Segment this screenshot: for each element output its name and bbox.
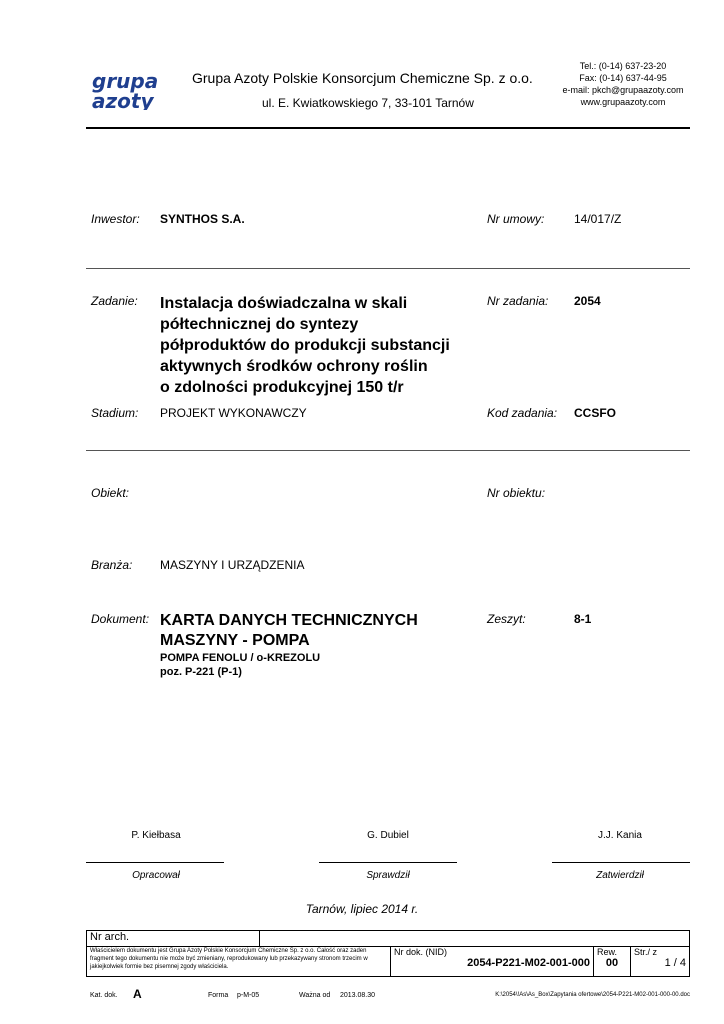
signature-line [319,862,457,863]
kat-value: A [133,987,142,1001]
task-no-value: 2054 [574,294,601,308]
task-line: o zdolności produkcyjnej 150 t/r [160,379,404,396]
object-label: Obiekt: [91,486,130,500]
branch-label: Branża: [91,558,133,572]
document-subtitle-line: POMPA FENOLU / o-KREZOLU [160,652,321,664]
document-subtitle [160,651,320,679]
company-address: ul. E. Kwiatkowskiego 7, 33-101 Tarnów [262,96,474,110]
fax: Fax: (0-14) 637-44-95 [579,73,667,83]
document-title [160,611,418,651]
stage-label: Stadium: [91,406,139,420]
task-no-label: Nr zadania: [487,294,549,308]
page-label: Str./ z [634,947,658,957]
contract-value: 14/017/Z [574,212,622,226]
stage-value: PROJEKT WYKONAWCZY [160,406,307,420]
investor-label: Inwestor: [91,212,140,226]
archive-value [260,931,690,947]
website: www.grupaazoty.com [580,97,666,107]
doc-no-label: Nr dok. (NID) [394,947,448,957]
place-date: Tarnów, lipiec 2014 r. [305,902,419,916]
signature-name: G. Dubiel [367,830,409,841]
investor-value: SYNTHOS S.A. [160,212,245,226]
archive-label: Nr arch. [87,931,260,947]
header-rule [86,127,690,129]
file-path: K:\2054\!As\As_Box\Zapytania ofertowe\2054-P221-M02-001-000-00.doc [495,992,690,998]
logo-line1: grupa [92,70,159,93]
task-title [160,293,480,398]
task-line: aktywnych środków ochrony roślin [160,358,428,375]
signature-role: Sprawdził [366,870,410,881]
object-no-label: Nr obiektu: [487,486,546,500]
signature-role: Zatwierdził [596,870,644,881]
branch-value: MASZYNY I URZĄDZENIA [160,558,305,572]
document-subtitle-line: poz. P-221 (P-1) [160,666,242,678]
signature-line [86,862,224,863]
document-label: Dokument: [91,612,150,626]
divider [86,268,690,269]
volume-value: 8-1 [574,612,592,626]
contact-block [548,60,698,108]
document-title-line: MASZYNY - POMPA [160,632,310,649]
signature-role: Opracował [132,870,180,881]
rev-cell [594,947,631,977]
task-line: półproduktów do produkcji substancji [160,337,450,354]
forma-label: Forma [208,992,229,999]
forma-value: p-M-05 [237,992,260,999]
doc-no-value: 2054-P221-M02-001-000 [467,957,590,969]
volume-label: Zeszyt: [487,612,526,626]
contract-label: Nr umowy: [487,212,545,226]
valid-from-value: 2013.08.30 [340,992,376,999]
rev-value: 00 [605,957,619,969]
doc-no-cell [391,947,594,977]
footer-table [86,930,690,977]
logo-line2: azoty [92,89,154,110]
signature-name: J.J. Kania [598,830,642,841]
task-code-value: CCSFO [574,406,616,420]
page-cell [631,947,690,977]
ownership-note: Właścicielem dokumentu jest Grupa Azoty Polskie Konsorcjum Chemiczne Sp. z o.o. Całość oraz zaden fragment tego dokumentu nie może być zmieniany, reprodukowany lub przekazywany stronom trzecim w jakiejkolwiek formie bez pisemnej zgody właściciela. [87,947,391,977]
rev-label: Rew. [597,947,618,957]
phone: Tel.: (0-14) 637-23-20 [579,61,667,71]
kat-label: Kat. dok. [90,992,118,999]
divider [86,450,690,451]
signature-line [552,862,690,863]
email: e-mail: pkch@grupaazoty.com [562,85,684,95]
page-value: 1 / 4 [664,957,686,969]
document-title-line: KARTA DANYCH TECHNICZNYCH [160,612,418,629]
task-line: półtechnicznej do syntezy [160,316,359,333]
task-label: Zadanie: [91,294,138,308]
company-logo [90,70,178,110]
task-line: Instalacja doświadczalna w skali [160,295,408,312]
signature-name: P. Kiełbasa [131,830,181,841]
task-code-label: Kod zadania: [487,406,558,420]
valid-from-label: Ważna od [299,992,331,999]
company-name: Grupa Azoty Polskie Konsorcjum Chemiczne Sp. z o.o. [192,70,533,86]
